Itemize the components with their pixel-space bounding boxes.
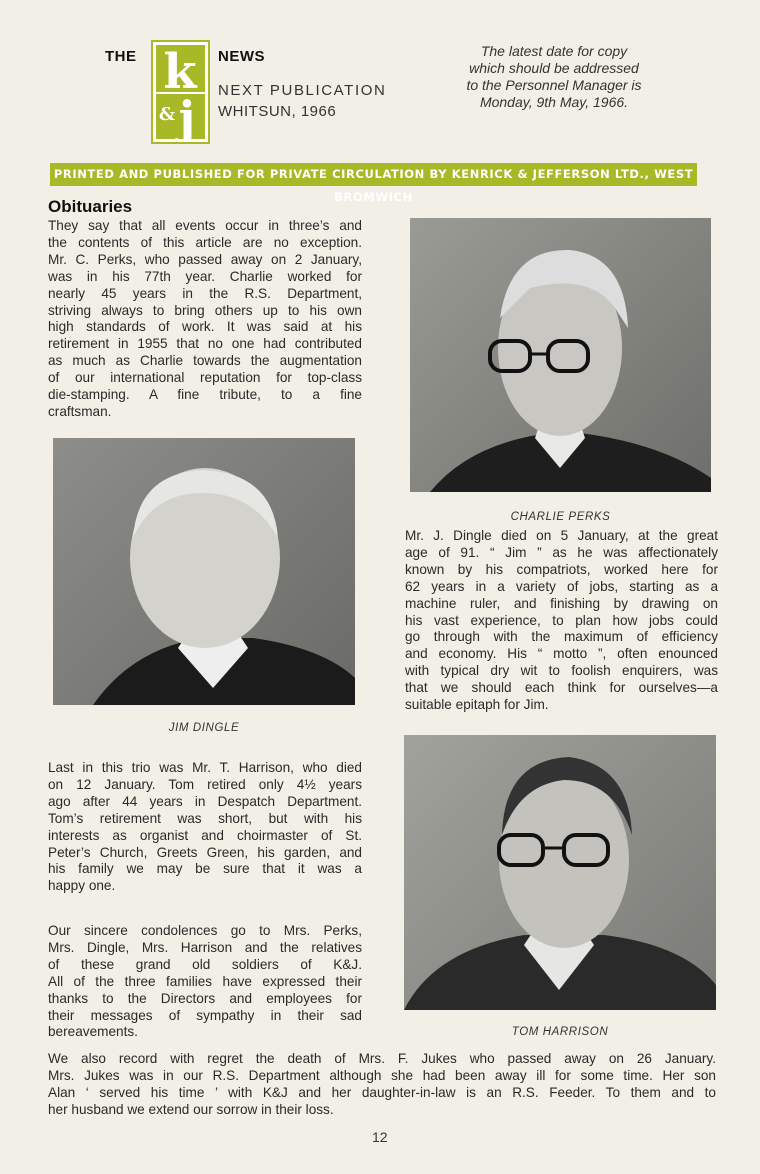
text-line: on 12 January. Tom retired only 4½ years	[48, 776, 362, 792]
perks-paragraph	[48, 218, 362, 421]
text-line: ago after 44 years in Despatch Department.	[48, 793, 362, 809]
photo-jim-dingle	[53, 438, 355, 705]
text-line: of these grand old soldiers of K&J.	[48, 956, 362, 972]
condolences-paragraph	[48, 923, 362, 1041]
text-line: die-stamping. A fine tribute, to a fine	[48, 387, 362, 403]
svg-text:&: &	[158, 104, 176, 125]
text-line: go through with the maximum of efficiency	[405, 629, 718, 645]
caption-tom-harrison: TOM HARRISON	[511, 1026, 609, 1038]
text-line: Peter’s Church, Greets Green, his garden, and	[48, 844, 362, 860]
text-line: striving always to bring others up to his own	[48, 302, 362, 318]
deadline-line: The latest date for copy	[480, 43, 628, 59]
deadline-line: Monday, 9th May, 1966.	[479, 94, 629, 110]
text-line: as much as Charlie towards the augmentation	[48, 353, 362, 369]
photo-charlie-perks	[410, 218, 711, 492]
text-line: the contents of this article are no exception.	[48, 234, 362, 250]
text-line: All of the three families have expressed their	[48, 973, 362, 989]
text-line: machine ruler, and finishing by drawing on	[405, 595, 718, 611]
text-line: happy one.	[48, 878, 116, 894]
masthead-the: THE	[105, 48, 137, 65]
caption-charlie-perks: CHARLIE PERKS	[510, 511, 611, 523]
text-line: Alan ‘ served his time ’ with K&J and her daughter-in-law is an R.S. Feeder. To them and to	[48, 1084, 716, 1100]
text-line: age of 91. “ Jim ” as he was affectionately	[405, 544, 718, 560]
text-line: Last in this trio was Mr. T. Harrison, who died	[48, 760, 362, 775]
copy-deadline-notice	[440, 43, 668, 111]
text-line: Mrs. Jukes was in our R.S. Department although she had been away ill for some time. Her son	[48, 1067, 716, 1083]
text-line: high standards of work. It was said at his	[48, 319, 362, 335]
text-line: was in his 77th year. Charlie worked for	[48, 268, 362, 284]
text-line: his vast experience, to plan how jobs could	[405, 612, 718, 628]
text-line: bereavements.	[48, 1024, 138, 1040]
section-heading: Obituaries	[48, 197, 133, 216]
text-line: 62 years in a variety of jobs, starting as a	[405, 578, 718, 594]
text-line: They say that all events occur in three’s and	[48, 218, 362, 233]
page-number: 12	[372, 1129, 388, 1145]
text-line: Mr. C. Perks, who passed away on 2 January,	[48, 251, 362, 267]
text-line: that we should each think for ourselves—a	[405, 680, 718, 696]
next-publication-date: WHITSUN, 1966	[218, 103, 337, 120]
text-line: Mrs. Dingle, Mrs. Harrison and the relatives	[48, 939, 362, 955]
text-line: her husband we extend our sorrow in their loss.	[48, 1101, 334, 1117]
text-line: retirement in 1955 that no one had contributed	[48, 336, 362, 352]
kj-logo	[151, 40, 210, 144]
svg-text:k: k	[163, 44, 197, 100]
text-line: thanks to the Directors and employees for	[48, 990, 362, 1006]
text-line: Our sincere condolences go to Mrs. Perks,	[48, 923, 362, 938]
harrison-paragraph	[48, 760, 362, 895]
text-line: known by his compatriots, worked here for	[405, 561, 718, 577]
text-line: his family we may be sure that it was a	[48, 861, 362, 877]
deadline-line: to the Personnel Manager is	[466, 77, 642, 93]
deadline-line: which should be addressed	[469, 60, 639, 76]
text-line: Mr. J. Dingle died on 5 January, at the great	[405, 528, 718, 543]
next-publication-label: NEXT PUBLICATION	[218, 82, 387, 99]
text-line: of our international reputation for top-class	[48, 370, 362, 386]
publisher-band: PRINTED AND PUBLISHED FOR PRIVATE CIRCULATION BY KENRICK & JEFFERSON LTD., WEST BROMWICH	[50, 163, 697, 186]
text-line: their messages of sympathy in their sad	[48, 1007, 362, 1023]
text-line: nearly 45 years in the R.S. Department,	[48, 285, 362, 301]
text-line: and economy. His “ motto ”, often enounced	[405, 646, 718, 662]
text-line: Tom’s retirement was short, but with his	[48, 810, 362, 826]
photo-tom-harrison	[404, 735, 716, 1010]
text-line: with typical dry wit to foolish enquirers, was	[405, 663, 718, 679]
jukes-paragraph	[48, 1051, 716, 1119]
caption-jim-dingle: JIM DINGLE	[168, 722, 240, 734]
text-line: We also record with regret the death of Mrs. F. Jukes who passed away on 26 January.	[48, 1051, 716, 1066]
masthead-news: NEWS	[218, 48, 265, 65]
text-line: suitable epitaph for Jim.	[405, 697, 549, 713]
dingle-paragraph	[405, 528, 718, 714]
text-line: interests as organist and choirmaster of St.	[48, 827, 362, 843]
svg-text:j: j	[178, 91, 196, 142]
text-line: craftsman.	[48, 403, 112, 419]
